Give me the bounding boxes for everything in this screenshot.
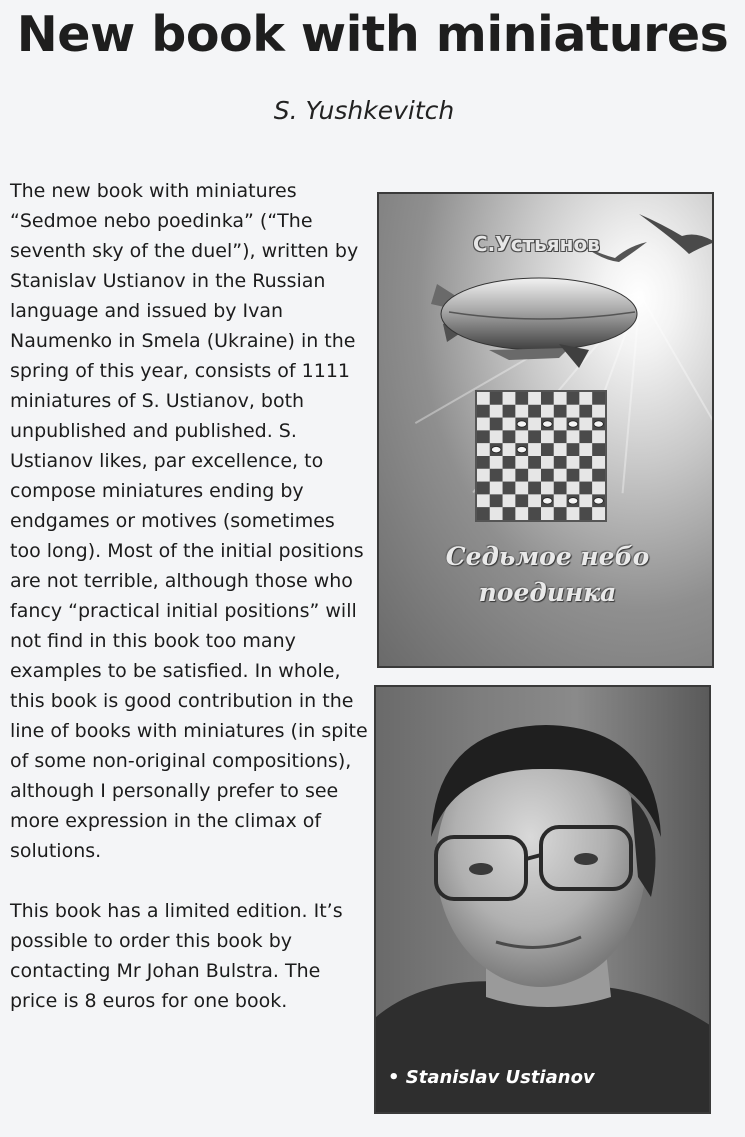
board-square <box>477 507 490 520</box>
board-square <box>503 507 516 520</box>
board-square <box>528 469 541 482</box>
photo-caption: • Stanislav Ustianov <box>388 1067 595 1088</box>
board-square <box>579 405 592 418</box>
book-cover-image <box>377 192 714 668</box>
board-square <box>541 443 554 456</box>
board-square <box>503 443 516 456</box>
board-square <box>579 494 592 507</box>
paragraph-main: The new book with miniatures “Sedmoe nebo poedinka” (“The seventh sky of the duel”), written by Stanislav Ustianov in the Russian language and issued by Ivan Naumenko in Smela (Ukraine) in the spring of this year, consists of 1111 miniatures of S. Ustianov, both unpublished and published. S. Ustianov likes, par excellence, to compose miniatures ending by endgames or motives (sometimes too long). Most of the initial positions are not terrible, although those who fancy “practical initial positions” will not find in this book too many examples to be satisfied. In whole, this book is good contribution in the line of books with miniatures (in spite of some non-original compositions), although I personally prefer to see more expression in the climax of solutions. <box>10 180 368 862</box>
board-square <box>567 482 580 495</box>
board-square <box>567 456 580 469</box>
board-square <box>554 469 567 482</box>
board-square <box>554 456 567 469</box>
board-square <box>528 507 541 520</box>
cover-title-line1: Седьмое небо <box>445 542 650 571</box>
board-square <box>579 443 592 456</box>
board-square <box>592 507 605 520</box>
board-square <box>567 405 580 418</box>
board-square <box>515 494 528 507</box>
checkerboard-icon <box>475 390 607 522</box>
board-square <box>554 443 567 456</box>
board-square <box>503 405 516 418</box>
board-square <box>477 392 490 405</box>
board-square <box>503 494 516 507</box>
board-square <box>490 456 503 469</box>
board-square <box>477 430 490 443</box>
board-square <box>490 482 503 495</box>
board-square <box>528 456 541 469</box>
board-square <box>515 456 528 469</box>
board-square <box>477 494 490 507</box>
board-square <box>528 392 541 405</box>
cover-title <box>379 539 714 611</box>
board-square <box>528 482 541 495</box>
board-square <box>554 482 567 495</box>
board-square <box>515 507 528 520</box>
board-square <box>579 507 592 520</box>
checker-piece <box>568 421 578 427</box>
article-body <box>10 176 370 1016</box>
board-square <box>515 430 528 443</box>
cover-author-text: С.Устьянов <box>473 232 600 256</box>
board-square <box>554 494 567 507</box>
board-square <box>554 430 567 443</box>
checker-piece <box>568 498 578 504</box>
board-square <box>592 405 605 418</box>
board-square <box>528 494 541 507</box>
board-square <box>477 418 490 431</box>
airship-icon <box>429 264 639 374</box>
paragraph-order-info: This book has a limited edition. It’s possible to order this book by contacting Mr Johan Bulstra. The price is 8 euros for one book. <box>10 900 343 1012</box>
board-square <box>490 405 503 418</box>
board-square <box>579 418 592 431</box>
board-square <box>541 392 554 405</box>
board-square <box>503 430 516 443</box>
board-square <box>592 392 605 405</box>
board-square <box>554 392 567 405</box>
board-square <box>554 507 567 520</box>
board-square <box>490 418 503 431</box>
board-square <box>515 405 528 418</box>
board-square <box>541 430 554 443</box>
cover-title-line2: поединка <box>478 578 617 607</box>
article-title: New book with miniatures <box>16 6 729 63</box>
board-square <box>503 392 516 405</box>
board-square <box>592 430 605 443</box>
board-square <box>567 469 580 482</box>
board-square <box>477 469 490 482</box>
board-square <box>515 469 528 482</box>
board-square <box>528 405 541 418</box>
board-square <box>541 456 554 469</box>
board-square <box>528 430 541 443</box>
board-square <box>503 482 516 495</box>
board-square <box>579 430 592 443</box>
board-square <box>528 418 541 431</box>
board-square <box>579 469 592 482</box>
board-square <box>490 507 503 520</box>
board-square <box>592 482 605 495</box>
board-square <box>579 392 592 405</box>
checker-piece <box>594 498 604 504</box>
board-square <box>541 469 554 482</box>
board-square <box>477 482 490 495</box>
board-square <box>515 392 528 405</box>
board-square <box>503 418 516 431</box>
board-square <box>503 469 516 482</box>
board-square <box>567 430 580 443</box>
board-square <box>541 482 554 495</box>
board-square <box>490 469 503 482</box>
board-square <box>490 392 503 405</box>
article-author: S. Yushkevitch <box>273 96 455 125</box>
checker-piece <box>543 498 553 504</box>
board-square <box>503 456 516 469</box>
checker-piece <box>543 421 553 427</box>
board-square <box>541 507 554 520</box>
author-photo <box>374 685 711 1114</box>
board-square <box>592 469 605 482</box>
checker-piece <box>517 421 527 427</box>
board-square <box>592 456 605 469</box>
checker-piece <box>517 446 527 452</box>
board-square <box>490 494 503 507</box>
board-square <box>567 443 580 456</box>
board-square <box>592 443 605 456</box>
board-square <box>579 456 592 469</box>
board-square <box>477 456 490 469</box>
checker-piece <box>491 446 501 452</box>
board-square <box>567 507 580 520</box>
board-square <box>515 482 528 495</box>
board-square <box>579 482 592 495</box>
board-square <box>528 443 541 456</box>
board-square <box>554 418 567 431</box>
board-square <box>477 443 490 456</box>
checker-piece <box>594 421 604 427</box>
board-square <box>554 405 567 418</box>
board-square <box>477 405 490 418</box>
portrait-icon <box>376 687 711 1114</box>
board-square <box>541 405 554 418</box>
board-square <box>567 392 580 405</box>
board-square <box>490 430 503 443</box>
